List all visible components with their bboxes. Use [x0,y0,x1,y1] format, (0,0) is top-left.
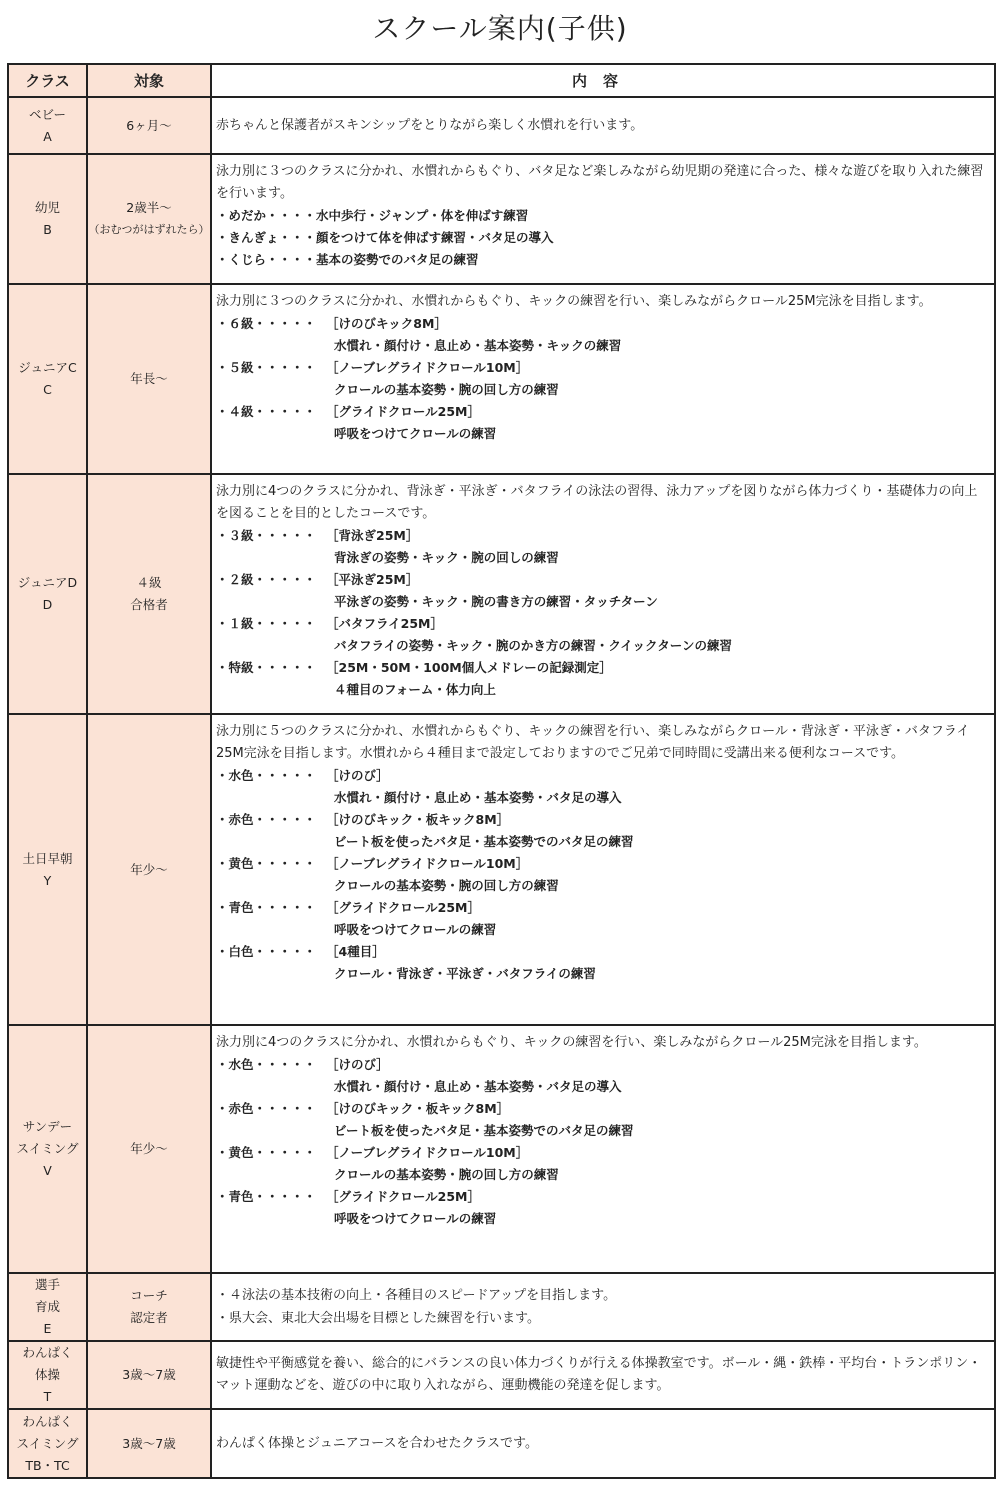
level-line [216,1054,990,1076]
level-label: ・５級・・・・・ [216,360,317,375]
content-cell [211,284,995,474]
level-name: ［4種目］ [326,944,385,959]
level-label: ・赤色・・・・・ [216,812,317,827]
level-name: ［グライドクロール25M］ [326,900,480,915]
level-line [216,1098,990,1120]
level-label: ・水色・・・・・ [216,1057,317,1072]
target-label: 3歳〜7歳 [122,1435,176,1451]
class-cell [8,1273,87,1341]
target-label: 年少〜 [130,1141,168,1156]
table-row [8,97,995,154]
class-cell [8,1409,87,1478]
level-detail: ビート板を使ったバタ足・基本姿勢でのバタ足の練習 [334,1123,634,1138]
target-cell [87,474,211,714]
class-label: 体操 [34,1367,60,1382]
class-label: スイミング [16,1141,79,1156]
class-label: B [43,222,52,237]
class-cell [8,714,87,1025]
target-label: 年少〜 [130,861,168,877]
content-item: ・めだか・・・・水中歩行・ジャンプ・体を伸ばす練習 [216,208,529,223]
target-cell [87,284,211,474]
table-row [8,154,995,284]
target-label: 2歳半〜 [126,200,172,215]
target-label: 3歳〜7歳 [122,1367,176,1382]
level-detail: ４種目のフォーム・体力向上 [334,682,496,697]
content-item: ・きんぎょ・・・顔をつけて体を伸ばす練習・バタ足の導入 [216,230,554,245]
level-name: ［けのびキック8M］ [326,316,447,331]
content-cell [211,1409,995,1478]
class-label: E [43,1321,52,1336]
content-item: ・くじら・・・・基本の姿勢でのバタ足の練習 [216,252,479,267]
level-detail: 背泳ぎの姿勢・キック・腕の回しの練習 [334,550,559,565]
level-label: ・水色・・・・・ [216,768,317,783]
level-name: ［ノーブレグライドクロール10M］ [326,856,529,871]
table-row [8,714,995,1025]
table-row [8,474,995,714]
class-label: わんぱく [22,1345,73,1360]
level-name: ［けのびキック・板キック8M］ [326,812,510,827]
content-description: 泳力別に4つのクラスに分かれ、水慣れからもぐり、キックの練習を行い、楽しみながらクロール25M完泳を目指します。 [216,1035,927,1050]
level-detail: 呼吸をつけてクロールの練習 [334,426,497,441]
target-cell [87,1341,211,1409]
school-table [7,63,996,1479]
level-line [216,941,990,963]
level-line [216,657,990,679]
level-label: ・青色・・・・・ [216,1189,317,1204]
level-name: ［グライドクロール25M］ [326,404,480,419]
content-description: 赤ちゃんと保護者がスキンシップをとりながら楽しく水慣れを行います。 [216,117,644,133]
level-line [216,853,990,875]
level-name: ［けのびキック・板キック8M］ [326,1101,510,1116]
class-label: 幼児 [34,200,60,215]
header-target: 対象 [87,64,211,97]
class-label: ジュニアC [18,360,77,375]
class-cell [8,97,87,154]
level-name: ［けのび］ [326,768,389,783]
header-class: クラス [8,64,87,97]
level-name: ［けのび］ [326,1057,389,1072]
content-cell [211,1273,995,1341]
page-title: スクール案内(子供) [372,12,628,45]
level-line [216,569,990,591]
target-cell [87,1025,211,1273]
level-line [216,765,990,787]
level-detail: クロールの基本姿勢・腕の回し方の練習 [334,878,559,893]
level-detail: クロールの基本姿勢・腕の回し方の練習 [334,382,559,397]
class-label: わんぱく [22,1413,73,1429]
class-label: TB・TC [25,1457,70,1473]
class-label: ジュニアD [17,575,78,590]
level-name: ［ノーブレグライドクロール10M］ [326,1145,529,1160]
level-label: ・６級・・・・・ [216,316,317,331]
level-name: ［ノーブレグライドクロール10M］ [326,360,529,375]
class-label: サンデー [22,1119,73,1134]
level-label: ・特級・・・・・ [216,660,317,675]
level-detail: 呼吸をつけてクロールの練習 [334,922,497,937]
level-label: ・４級・・・・・ [216,404,317,419]
level-line [216,897,990,919]
level-name: ［平泳ぎ25M］ [326,572,419,587]
level-detail: バタフライの姿勢・キック・腕のかき方の練習・クイックターンの練習 [334,638,733,653]
content-line: ・県大会、東北大会出場を目標とした練習を行います。 [216,1311,540,1326]
level-detail: 水慣れ・顔付け・息止め・基本姿勢・キックの練習 [334,338,622,353]
content-description: 泳力別に３つのクラスに分かれ、水慣れからもぐり、バタ足など楽しみながら幼児期の発達に合った、様々な遊びを取り入れた練習を行います。 [216,164,984,201]
target-label: コーチ [130,1288,168,1303]
class-label: ベビー [28,106,66,122]
class-cell [8,1025,87,1273]
level-label: ・赤色・・・・・ [216,1101,317,1116]
content-cell [211,154,995,284]
class-label: T [43,1389,52,1404]
target-cell [87,1273,211,1341]
level-name: ［背泳ぎ25M］ [326,528,419,543]
level-line [216,809,990,831]
class-label: C [43,382,52,397]
level-line [216,1142,990,1164]
target-cell [87,1409,211,1478]
level-label: ・黄色・・・・・ [216,1145,317,1160]
content-description: わんぱく体操とジュニアコースを合わせたクラスです。 [216,1435,539,1451]
level-label: ・青色・・・・・ [216,900,317,915]
target-label: 認定者 [130,1310,168,1325]
target-label: ４級 [136,575,162,590]
target-label: 6ヶ月〜 [126,117,172,133]
level-label: ・３級・・・・・ [216,528,317,543]
level-detail: 水慣れ・顔付け・息止め・基本姿勢・バタ足の導入 [334,1079,622,1094]
class-label: 選手 [34,1277,60,1292]
level-line [216,613,990,635]
level-line [216,357,990,379]
content-cell [211,1025,995,1273]
content-description: 泳力別に５つのクラスに分かれ、水慣れからもぐり、キックの練習を行い、楽しみながらクロール・背泳ぎ・平泳ぎ・バタフライ25M完泳を目指します。水慣れから４種目まで設定しておりますのでご兄弟で同時間に受講出来る便利なコースです。 [216,724,970,761]
content-cell [211,714,995,1025]
level-label: ・１級・・・・・ [216,616,317,631]
level-label: ・黄色・・・・・ [216,856,317,871]
target-label: （おむつがはずれたら） [88,223,210,236]
content-cell [211,474,995,714]
table-row [8,1409,995,1478]
table-row [8,284,995,474]
level-detail: クロールの基本姿勢・腕の回し方の練習 [334,1167,559,1182]
table-row [8,1025,995,1273]
content-cell [211,97,995,154]
target-label: 合格者 [130,597,168,612]
level-line [216,525,990,547]
target-cell [87,154,211,284]
level-detail: ビート板を使ったバタ足・基本姿勢でのバタ足の練習 [334,834,634,849]
class-label: 育成 [34,1299,60,1314]
content-description: 敏捷性や平衡感覚を養い、総合的にバランスの良い体力づくりが行える体操教室です。ボール・縄・鉄棒・平均台・トランポリン・マット運動などを、遊びの中に取り入れながら、運動機能の発達を促します。 [216,1356,982,1393]
content-description: 泳力別に4つのクラスに分かれ、背泳ぎ・平泳ぎ・バタフライの泳法の習得、泳力アップを図りながら体力づくり・基礎体力の向上を図ることを目的としたコースです。 [216,484,978,521]
table-row [8,1341,995,1409]
class-cell [8,154,87,284]
level-detail: 平泳ぎの姿勢・キック・腕の書き方の練習・タッチターン [334,594,658,609]
target-cell [87,714,211,1025]
class-label: 土日早朝 [22,850,73,866]
level-detail: クロール・背泳ぎ・平泳ぎ・バタフライの練習 [334,966,596,981]
table-row [8,1273,995,1341]
class-label: A [43,128,52,144]
content-description: 泳力別に３つのクラスに分かれ、水慣れからもぐり、キックの練習を行い、楽しみながらクロール25M完泳を目指します。 [216,294,932,309]
class-cell [8,1341,87,1409]
level-line [216,1186,990,1208]
level-line [216,401,990,423]
level-detail: 呼吸をつけてクロールの練習 [334,1211,497,1226]
content-line: ・４泳法の基本技術の向上・各種目のスピードアップを目指します。 [216,1288,617,1303]
content-cell [211,1341,995,1409]
level-name: ［バタフライ25M］ [326,616,443,631]
level-line [216,313,990,335]
class-label: Y [43,872,52,888]
level-label: ・２級・・・・・ [216,572,317,587]
level-name: ［グライドクロール25M］ [326,1189,480,1204]
class-cell [8,474,87,714]
class-cell [8,284,87,474]
level-detail: 水慣れ・顔付け・息止め・基本姿勢・バタ足の導入 [334,790,622,805]
table-header-row [8,64,995,97]
class-label: スイミング [16,1435,79,1451]
class-label: D [42,597,53,612]
class-label: V [43,1163,52,1178]
level-name: ［25M・50M・100M個人メドレーの記録測定］ [326,660,612,675]
target-cell [87,97,211,154]
level-label: ・白色・・・・・ [216,944,317,959]
header-content: 内容 [211,64,995,97]
target-label: 年長〜 [130,371,168,386]
